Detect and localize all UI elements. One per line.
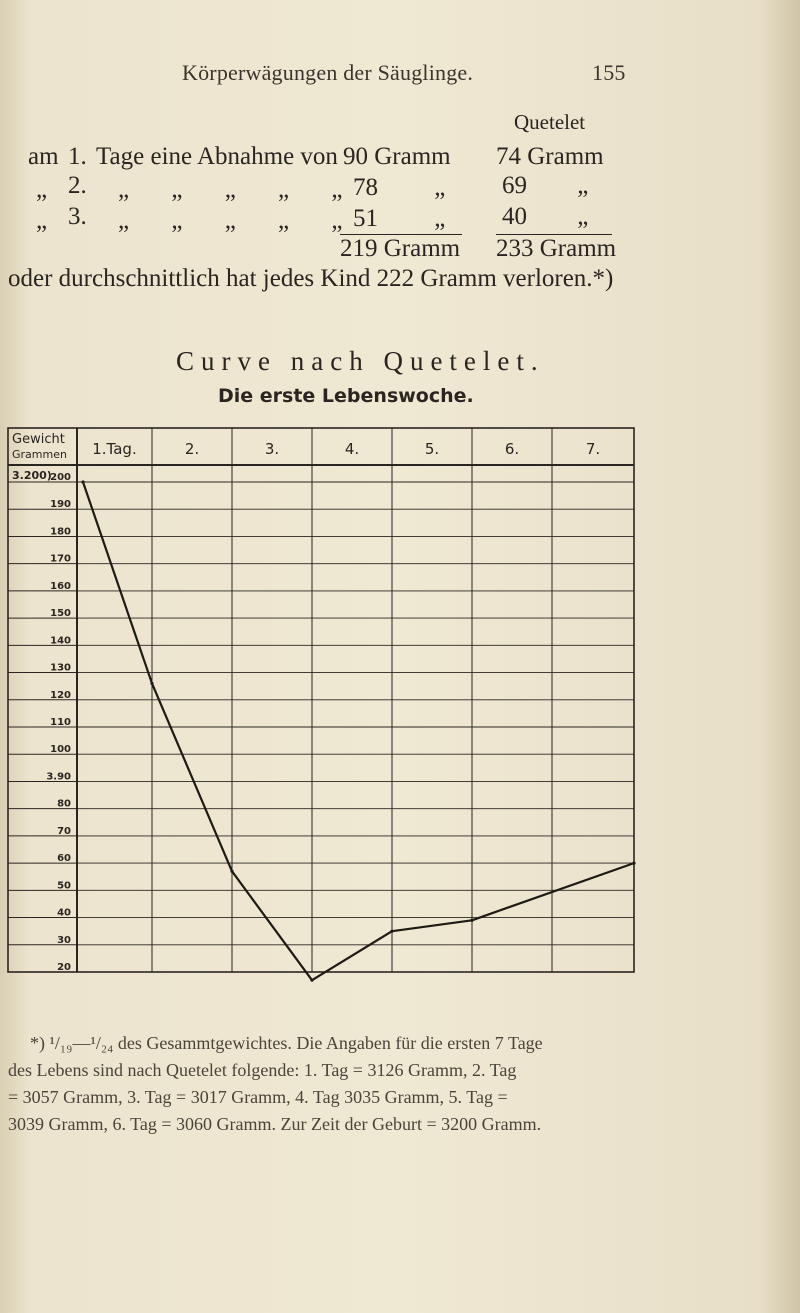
curve-segment (232, 871, 312, 980)
row-quetelet: 74 Gramm (496, 143, 604, 170)
y-tick-label: 170 (50, 553, 71, 565)
y-tick-label: 130 (50, 662, 71, 674)
curve-point (230, 870, 233, 873)
quetelet-total-value: 233 Gramm (496, 235, 617, 262)
curve-subtitle: Die erste Lebenswoche. (218, 385, 474, 407)
curve-segment (472, 863, 634, 920)
curve-point (81, 480, 84, 483)
y-tick-label: 100 (50, 744, 71, 756)
curve-segment (152, 683, 232, 871)
page-number: 155 (592, 60, 626, 85)
row-value: 51 „ (353, 205, 446, 232)
y-tick-label: 120 (50, 689, 71, 701)
footnote-line-3: = 3057 Gramm, 3. Tag = 3017 Gramm, 4. Tag 3035 Gramm, 5. Tag = (8, 1087, 508, 1107)
row-quetelet: 69 „ (502, 172, 589, 199)
x-tick-label: 4. (344, 440, 360, 458)
y-tick-label: 70 (57, 825, 71, 837)
curve-point (310, 979, 313, 982)
row-prefix: am (28, 143, 59, 170)
x-tick-label: 2. (184, 440, 200, 458)
y-axis-header-label: Grammen (12, 448, 67, 461)
curve-point (470, 919, 473, 922)
weight-curve-chart (0, 420, 800, 1020)
x-tick-label: 5. (424, 440, 440, 458)
row-value: 78 „ (353, 174, 446, 201)
footnote-line-4: 3039 Gramm, 6. Tag = 3060 Gramm. Zur Zeit der Geburt = 3200 Gramm. (8, 1114, 542, 1134)
x-tick-label: 6. (504, 440, 520, 458)
row-quetelet: 40 „ (502, 203, 589, 230)
y-tick-label: 150 (50, 608, 71, 620)
y-tick-label: 20 (57, 962, 71, 973)
footnote-line-2: des Lebens sind nach Quetelet folgende: 1. Tag = 3126 Gramm, 2. Tag (8, 1060, 517, 1080)
y-tick-label: 180 (50, 526, 71, 538)
y-tick-label: 110 (50, 717, 71, 728)
y-tick-label: 3.90 (46, 771, 71, 783)
top-weight-label: 3.200) (12, 469, 52, 482)
curve-segment (312, 931, 392, 980)
row-value: 90 Gramm (343, 143, 451, 170)
y-tick-label: 60 (57, 853, 71, 865)
summary-line: oder durchschnittlich hat jedes Kind 222 Gramm verloren.*) (8, 265, 614, 292)
total-value: 219 Gramm (340, 235, 461, 262)
curve-title: Curve nach Quetelet. (176, 346, 545, 376)
row-day: 1. (68, 143, 87, 170)
row-day: 2. (68, 172, 87, 199)
row-day: 3. (68, 203, 87, 230)
curve-point (150, 682, 153, 685)
y-axis-header-label: Gewicht (12, 432, 65, 447)
row-text: Tage eine Abnahme von (96, 143, 338, 170)
running-header-title: Körperwägungen der Säuglinge. (182, 60, 474, 85)
row-text: „ „ „ „ „ (118, 207, 343, 234)
footnote-line-1: *) ¹/₁₉—¹/₂₄ des Gesammtgewichtes. Die Angaben für die ersten 7 Tage (30, 1033, 543, 1053)
row-prefix: „ (36, 207, 48, 234)
y-tick-label: 140 (50, 635, 71, 647)
x-tick-label: 3. (264, 440, 280, 458)
row-text: „ „ „ „ „ (118, 176, 343, 203)
y-tick-label: 40 (57, 907, 71, 919)
y-tick-label: 160 (50, 580, 71, 592)
curve-point (390, 930, 393, 933)
row-prefix: „ (36, 176, 48, 203)
y-tick-label: 80 (57, 798, 71, 810)
y-tick-label: 190 (50, 499, 71, 511)
y-tick-label: 200 (50, 472, 71, 483)
y-tick-label: 30 (57, 934, 71, 946)
x-tick-label: 7. (585, 440, 601, 458)
x-tick-label: 1.Tag. (92, 440, 137, 458)
y-tick-label: 50 (57, 880, 71, 892)
quetelet-column-label: Quetelet (514, 110, 586, 134)
curve-segment (392, 920, 472, 931)
curve-point (632, 862, 635, 865)
curve-segment (83, 482, 152, 683)
